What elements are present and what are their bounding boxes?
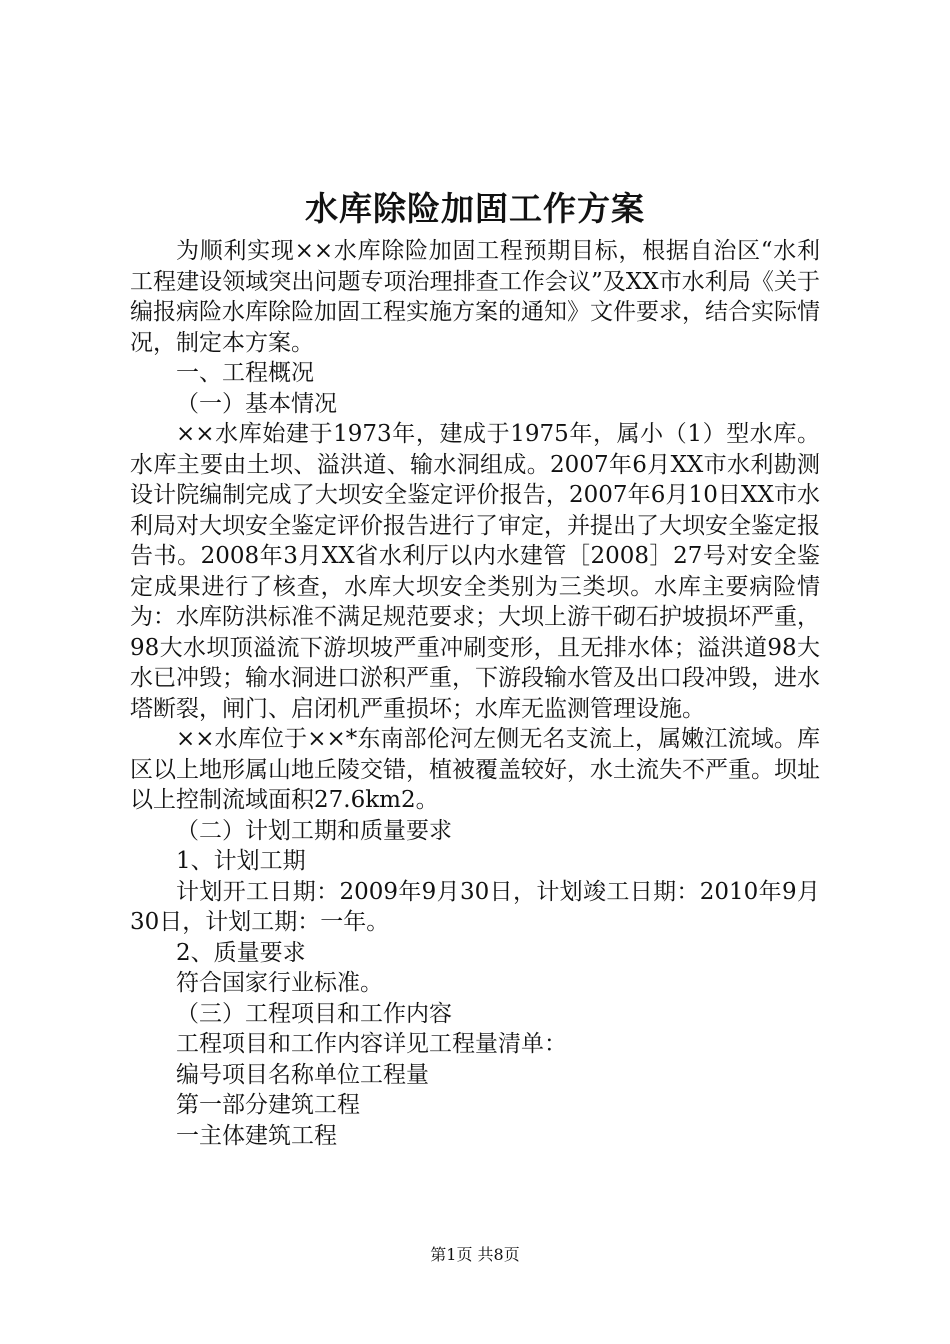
heading-subsection-items: （三）工程项目和工作内容 [176,1000,452,1027]
document-body [130,236,820,1151]
paragraph-main-building: 一主体建筑工程 [176,1122,337,1149]
paragraph-part-one: 第一部分建筑工程 [176,1092,360,1118]
heading-quality: 2、质量要求 [176,939,306,966]
heading-subsection-basic: （一）基本情况 [176,390,337,417]
paragraph-quality: 符合国家行业标准。 [176,970,383,996]
document-title: 水库除险加固工作方案 [305,189,645,228]
heading-planned-period: 1、计划工期 [176,848,306,874]
table-header-line: 编号项目名称单位工程量 [176,1061,429,1088]
paragraph-items-list: 工程项目和工作内容详见工程量清单： [176,1031,567,1057]
page-footer: 第1页 共8页 [430,1245,520,1264]
paragraph-intro: 为顺利实现××水库除险加固工程预期目标，根据自治区“水利工程建设领域突出问题专项治理排查工作会议”及XX市水利局《关于编报病险水库除险加固工程实施方案的通知》文件要求，结合实际情况，制定本方案。 [130,238,820,356]
paragraph-location: ××水库位于××*东南部伦河左侧无名支流上，属嫩江流域。库区以上地形属山地丘陵交错，植被覆盖较好，水土流失不严重。坝址以上控制流域面积27.6km2。 [130,726,820,813]
heading-subsection-schedule: （二）计划工期和质量要求 [176,817,452,844]
paragraph-planned-dates: 计划开工日期：2009年9月30日，计划竣工日期：2010年9月30日，计划工期：一年。 [130,878,820,935]
heading-section-1: 一、工程概况 [176,360,314,386]
paragraph-basic-situation: ××水库始建于1973年，建成于1975年，属小（1）型水库。水库主要由土坝、溢洪道、输水洞组成。2007年6月XX市水利勘测设计院编制完成了大坝安全鉴定评价报告，2007年6月10日XX市水利局对大坝安全鉴定评价报告进行了审定，并提出了大坝安全鉴定报告书。2008年3月XX省水利厅以内水建管［2008］27号对安全鉴定成果进行了核查，水库大坝安全类别为三类坝。水库主要病险情为：水库防洪标准不满足规范要求；大坝上游干砌石护坡损坏严重，98大水坝顶溢流下游坝坡严重冲刷变形，且无排水体；溢洪道98大水已冲毁；输水洞进口淤积严重，下游段输水管及出口段冲毁，进水塔断裂，闸门、启闭机严重损坏；水库无监测管理设施。 [130,421,820,722]
